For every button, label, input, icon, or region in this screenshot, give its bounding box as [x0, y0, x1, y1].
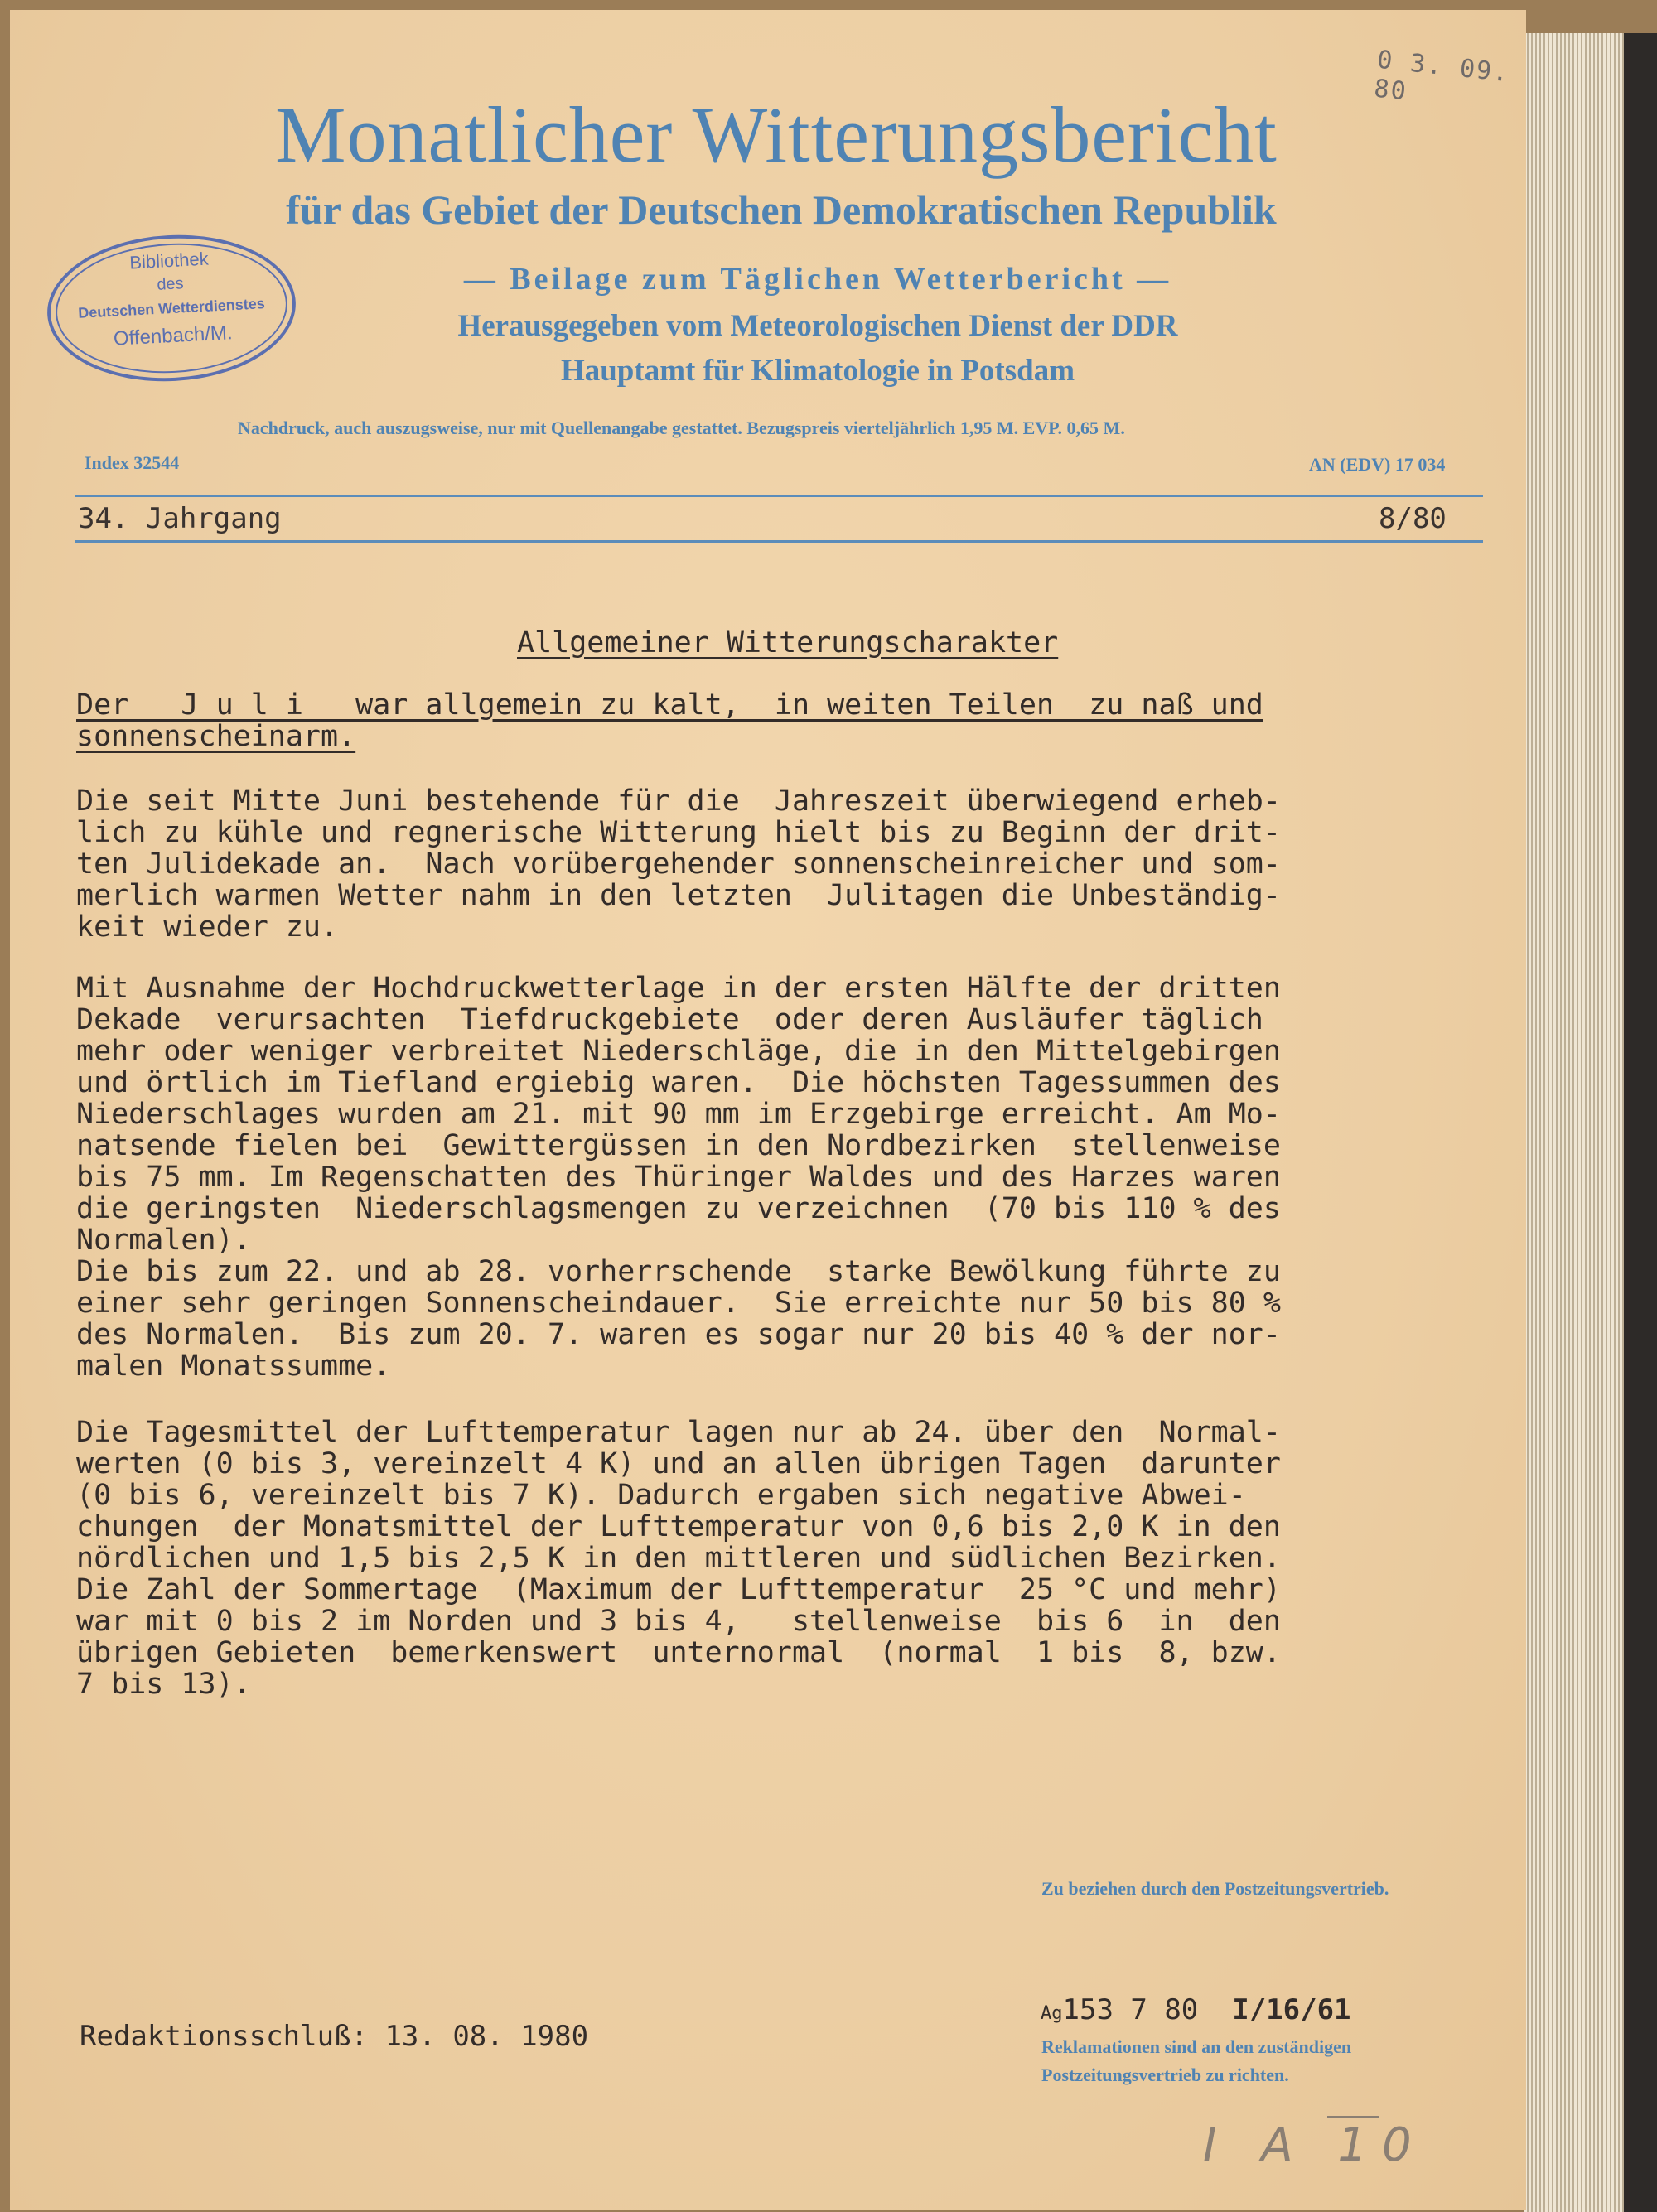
supplement-line: — Beilage zum Täglichen Wetterbericht — — [463, 262, 1172, 297]
book-spine — [1624, 33, 1657, 2212]
text-line: Niederschlages wurden am 21. mit 90 mm im Erzgebirge erreicht. Am Mo- — [76, 1098, 1281, 1131]
text-line: lich zu kühle und regnerische Witterung hielt bis zu Beginn der drit- — [76, 816, 1281, 849]
order-license: I/16/61 — [1232, 1993, 1351, 2026]
text-line: bis 75 mm. Im Regenschatten des Thüringer Waldes und des Harzes waren — [76, 1161, 1281, 1194]
lead-summary — [76, 689, 1468, 752]
complaints-line: Reklamationen sind an den zuständigen — [1041, 2036, 1352, 2057]
complaints-line: Postzeitungsvertrieb zu richten. — [1041, 2065, 1289, 2085]
text-line: übrigen Gebieten bemerkenswert unternormal (normal 1 bis 8, bzw. — [76, 1636, 1281, 1669]
text-line: Die Tagesmittel der Lufttemperatur lagen nur ab 24. über den Normal- — [76, 1416, 1281, 1449]
text-line: und örtlich im Tiefland ergiebig waren. Die höchsten Tagessummen des — [76, 1066, 1281, 1099]
paragraph-2 — [76, 973, 1468, 1382]
text-line: die geringsten Niederschlagsmengen zu verzeichnen (70 bis 110 % des — [76, 1192, 1281, 1225]
text-line: Die seit Mitte Juni bestehende für die Jahreszeit überwiegend erheb- — [76, 785, 1281, 818]
office-line: Hauptamt für Klimatologie in Potsdam — [560, 354, 1075, 388]
issue-number: 8/80 — [1379, 502, 1447, 535]
text-line: malen Monatssumme. — [76, 1350, 391, 1383]
text-line: mehr oder weniger verbreitet Niederschläge, die in den Mittelgebirgen — [76, 1035, 1281, 1068]
stamp-text: des — [156, 274, 185, 294]
text-line: Dekade verursachten Tiefdruckgebiete oder deren Ausläufer täglich — [76, 1003, 1263, 1036]
publisher-line: Herausgegeben vom Meteorologischen Dienst der DDR — [457, 309, 1178, 343]
text-line: chungen der Monatsmittel der Lufttemperatur von 0,6 bis 2,0 K in den — [76, 1510, 1281, 1543]
text-line: 7 bis 13). — [76, 1668, 251, 1701]
index-number: Index 32544 — [85, 452, 180, 473]
text-line: merlich warmen Wetter nahm in den letzten Julitagen die Unbeständig- — [76, 879, 1281, 912]
library-stamp — [44, 229, 300, 387]
lead-line: Der J u l i war allgemein zu kalt, in weiten Teilen zu naß und — [76, 688, 1263, 722]
reprint-note: Nachdruck, auch auszugsweise, nur mit Quellenangabe gestattet. Bezugspreis vierteljährlich 1,95 M. EVP. 0,65 M. — [238, 418, 1125, 438]
text-line: nördlichen und 1,5 bis 2,5 K in den mittleren und südlichen Bezirken. — [76, 1542, 1281, 1575]
text-line: Mit Ausnahme der Hochdruckwetterlage in der ersten Hälfte der dritten — [76, 972, 1281, 1005]
text-line: natsende fielen bei Gewittergüssen in den Nordbezirken stellenweise — [76, 1129, 1281, 1162]
text-line: Normalen). — [76, 1224, 251, 1257]
text-line: einer sehr geringen Sonnenscheindauer. Sie erreichte nur 50 bis 80 % — [76, 1287, 1281, 1320]
text-line: werten (0 bis 3, vereinzelt 4 K) und an allen übrigen Tagen darunter — [76, 1447, 1281, 1480]
volume-label: 34. Jahrgang — [78, 502, 282, 535]
lead-line: sonnenscheinarm. — [76, 720, 356, 753]
masthead-title: Monatlicher Witterungsbericht — [275, 90, 1278, 179]
text-line: (0 bis 6, vereinzelt bis 7 K). Dadurch ergaben sich negative Abwei- — [76, 1479, 1246, 1512]
complaints-note — [1041, 2033, 1472, 2089]
paragraph-1 — [76, 785, 1468, 943]
section-title: Allgemeiner Witterungscharakter — [517, 626, 1059, 659]
order-prefix: Ag — [1041, 2003, 1063, 2024]
document-page — [10, 10, 1526, 2210]
paragraph-3 — [76, 1417, 1468, 1700]
text-line: ten Julidekade an. Nach vorübergehender sonnenscheinreicher und som- — [76, 848, 1281, 881]
stamp-text: Deutschen Wetterdienstes — [77, 295, 266, 321]
text-line: keit wieder zu. — [76, 910, 339, 944]
stamp-text: Offenbach/M. — [113, 321, 234, 350]
text-line: Die Zahl der Sommertage (Maximum der Lufttemperatur 25 °C und mehr) — [76, 1573, 1281, 1606]
header-rule-bottom — [75, 540, 1483, 543]
order-code — [1041, 1993, 1351, 2026]
distribution-note: Zu beziehen durch den Postzeitungsvertrieb. — [1041, 1878, 1389, 1899]
received-date-stamp: 0 3. 09. 80 — [1372, 45, 1511, 107]
order-number: 153 7 80 — [1062, 1993, 1199, 2026]
text-line: des Normalen. Bis zum 20. 7. waren es sogar nur 20 bis 40 % der nor- — [76, 1318, 1281, 1351]
book-page-edges — [1524, 33, 1657, 2212]
masthead-subtitle: für das Gebiet der Deutschen Demokratischen Republik — [286, 186, 1277, 233]
text-line: war mit 0 bis 2 im Norden und 3 bis 4, stellenweise bis 6 in den — [76, 1605, 1281, 1638]
header-rule-top — [75, 495, 1483, 497]
shelf-mark: I A 10 — [1203, 2118, 1427, 2172]
text-line: Die bis zum 22. und ab 28. vorherrschende starke Bewölkung führte zu — [76, 1255, 1281, 1288]
an-number: AN (EDV) 17 034 — [1309, 454, 1446, 475]
editorial-deadline: Redaktionsschluß: 13. 08. 1980 — [80, 2020, 589, 2053]
stamp-text: Bibliothek — [128, 248, 210, 273]
